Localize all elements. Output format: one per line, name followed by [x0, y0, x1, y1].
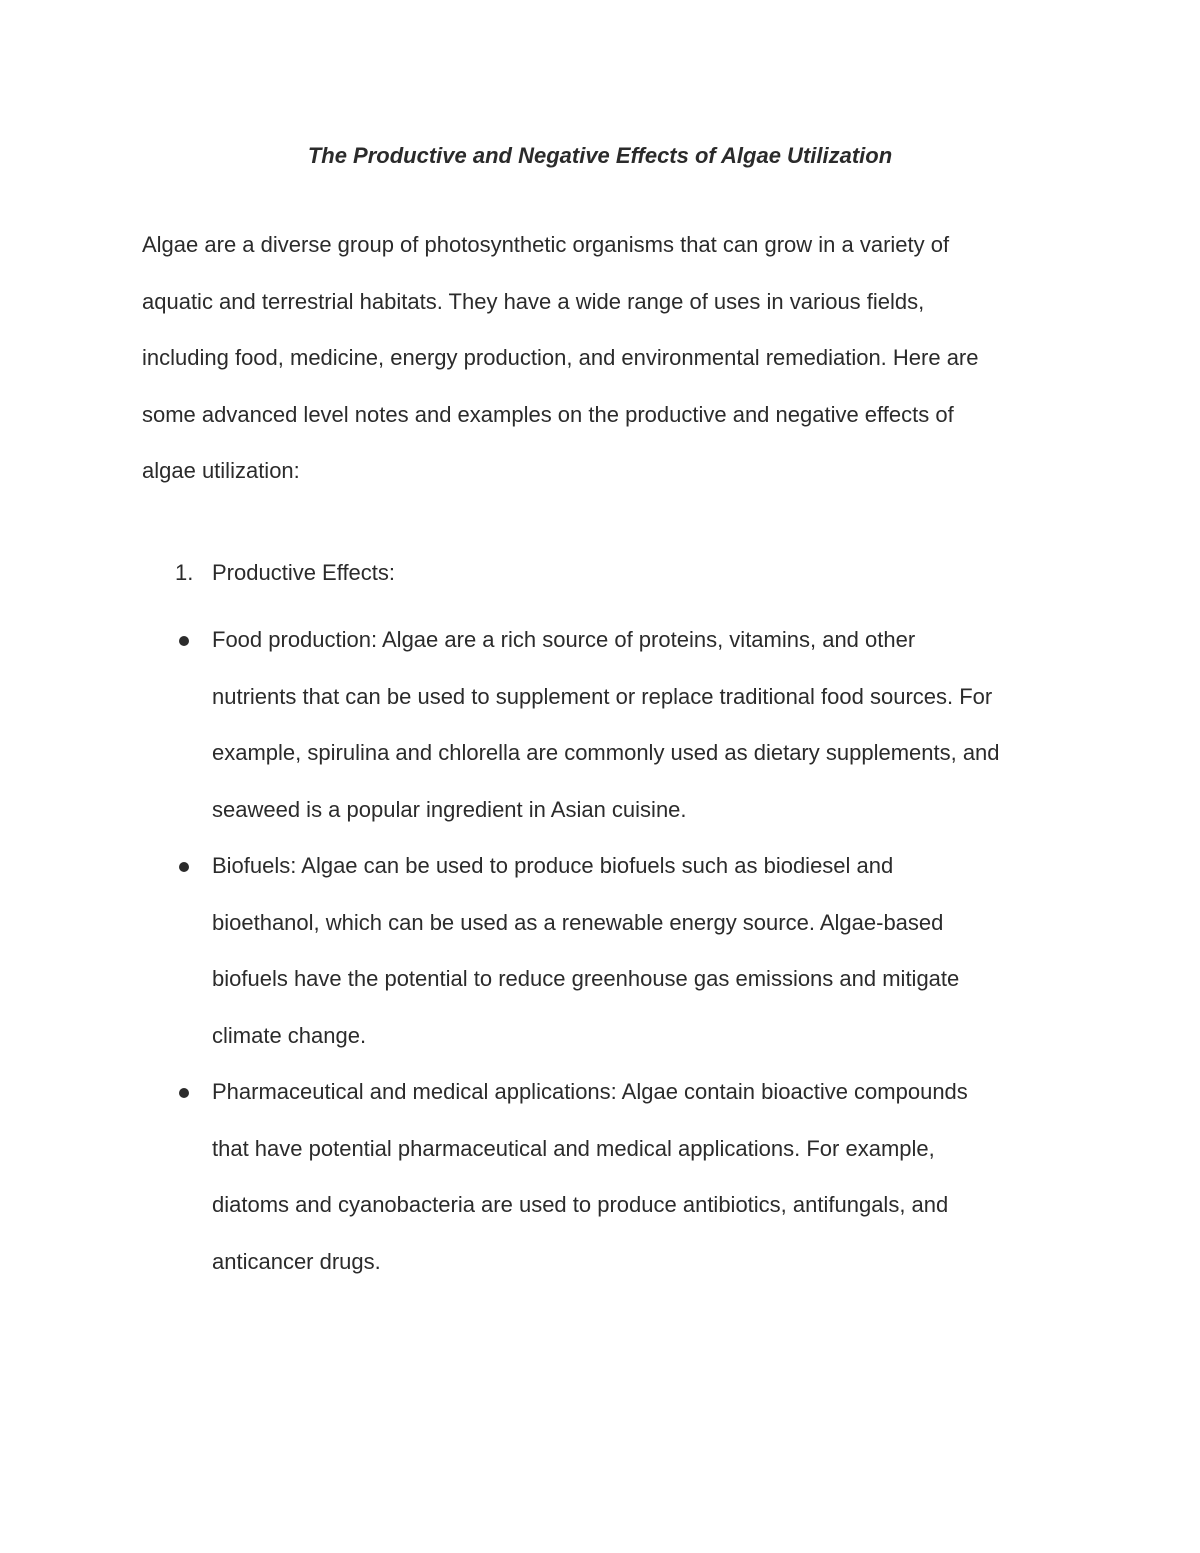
bullet-icon	[179, 862, 189, 872]
list-number: 1.	[175, 560, 194, 585]
bullet-line: biofuels have the potential to reduce greenhouse gas emissions and mitigate	[212, 966, 960, 991]
bullet-line: climate change.	[212, 1022, 367, 1048]
bullet-line: Pharmaceutical and medical applications: Algae contain bioactive compounds	[212, 1079, 968, 1104]
list-item	[0, 612, 1200, 838]
bullet-icon	[179, 1088, 189, 1098]
bullet-line: that have potential pharmaceutical and medical applications. For example,	[212, 1135, 935, 1161]
document-title: The Productive and Negative Effects of Algae Utilization	[307, 143, 893, 168]
list-item	[0, 1064, 1200, 1290]
bullet-line: example, spirulina and chlorella are commonly used as dietary supplements, and	[212, 740, 1000, 765]
bullet-list	[0, 612, 1200, 1290]
list-item	[0, 838, 1200, 1064]
section-label: Productive Effects:	[212, 560, 396, 585]
numbered-heading	[175, 556, 395, 590]
intro-line: some advanced level notes and examples on the productive and negative effects of	[142, 401, 954, 427]
intro-paragraph	[142, 217, 1062, 500]
intro-line: including food, medicine, energy production, and environmental remediation. Here are	[142, 345, 979, 370]
bullet-line: nutrients that can be used to supplement or replace traditional food sources. For	[212, 683, 993, 709]
intro-line: algae utilization:	[142, 458, 300, 483]
bullet-line: anticancer drugs.	[212, 1248, 381, 1274]
bullet-line: diatoms and cyanobacteria are used to produce antibiotics, antifungals, and	[212, 1192, 949, 1217]
bullet-line: Biofuels: Algae can be used to produce biofuels such as biodiesel and	[212, 853, 894, 878]
intro-line: aquatic and terrestrial habitats. They have a wide range of uses in various fields,	[142, 288, 925, 314]
bullet-line: seaweed is a popular ingredient in Asian cuisine.	[212, 796, 687, 822]
intro-line: Algae are a diverse group of photosynthetic organisms that can grow in a variety of	[142, 232, 950, 257]
bullet-line: Food production: Algae are a rich source of proteins, vitamins, and other	[212, 627, 916, 652]
bullet-line: bioethanol, which can be used as a renewable energy source. Algae-based	[212, 909, 944, 935]
bullet-icon	[179, 636, 189, 646]
